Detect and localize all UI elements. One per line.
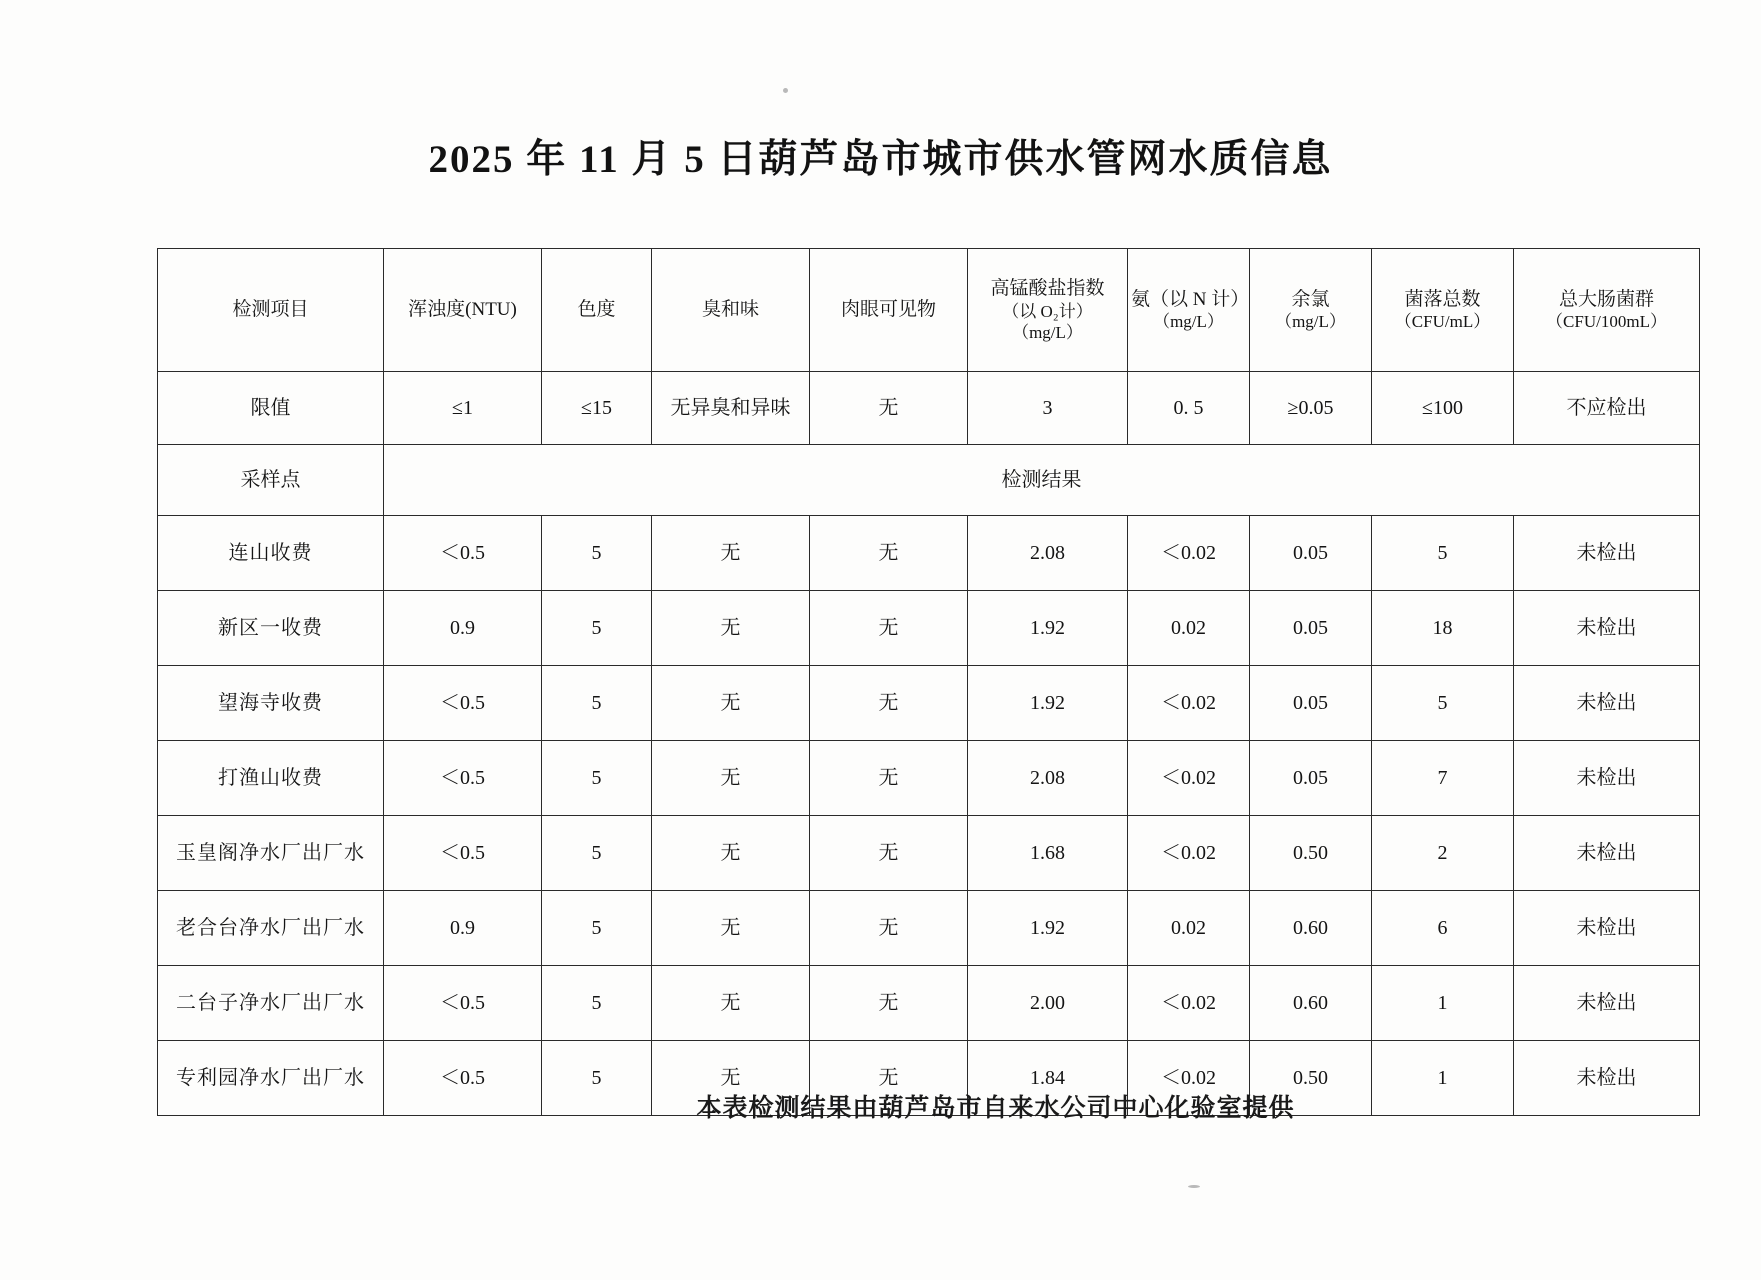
cell-odor: 无 (652, 516, 810, 591)
site-name: 打渔山收费 (158, 741, 384, 816)
site-name: 连山收费 (158, 516, 384, 591)
header-cell-coliform (1514, 249, 1700, 372)
header-cell-residual-chlorine-unit: （mg/L） (1275, 312, 1346, 332)
cell-turbidity: ＜0.5 (384, 1041, 542, 1116)
cell-visible-matter: 无 (810, 591, 968, 666)
site-name: 望海寺收费 (158, 666, 384, 741)
cell-turbidity: 0.9 (384, 891, 542, 966)
header-cell-item: 检测项目 (158, 249, 384, 372)
cell-odor: 无 (652, 816, 810, 891)
limit-ammonia: 0. 5 (1128, 372, 1250, 445)
cell-permanganate-index: 1.92 (968, 666, 1128, 741)
cell-bacteria-count: 1 (1372, 966, 1514, 1041)
sample-result-label: 检测结果 (384, 445, 1700, 516)
cell-bacteria-count: 2 (1372, 816, 1514, 891)
site-name: 专利园净水厂出厂水 (158, 1041, 384, 1116)
cell-chroma: 5 (542, 591, 652, 666)
cell-odor: 无 (652, 1041, 810, 1116)
water-quality-table-wrapper (157, 248, 1667, 1116)
header-cell-ammonia (1128, 249, 1250, 372)
cell-residual-chlorine: 0.50 (1250, 816, 1372, 891)
table-row (158, 741, 1700, 816)
cell-coliform: 未检出 (1514, 816, 1700, 891)
cell-visible-matter: 无 (810, 666, 968, 741)
cell-permanganate-index: 1.92 (968, 591, 1128, 666)
cell-chroma: 5 (542, 666, 652, 741)
header-cell-coliform-main: 总大肠菌群 (1558, 288, 1654, 310)
header-cell-coliform-unit: （CFU/100mL） (1546, 312, 1667, 332)
cell-coliform: 未检出 (1514, 891, 1700, 966)
cell-bacteria-count: 1 (1372, 1041, 1514, 1116)
cell-residual-chlorine: 0.05 (1250, 666, 1372, 741)
limit-permanganate-index: 3 (968, 372, 1128, 445)
cell-visible-matter: 无 (810, 741, 968, 816)
table-row (158, 591, 1700, 666)
site-name: 玉皇阁净水厂出厂水 (158, 816, 384, 891)
cell-odor: 无 (652, 891, 810, 966)
cell-bacteria-count: 5 (1372, 516, 1514, 591)
cell-visible-matter: 无 (810, 1041, 968, 1116)
site-name: 老合台净水厂出厂水 (158, 891, 384, 966)
cell-chroma: 5 (542, 816, 652, 891)
cell-coliform: 未检出 (1514, 591, 1700, 666)
limit-bacteria-count: ≤100 (1372, 372, 1514, 445)
cell-permanganate-index: 2.08 (968, 516, 1128, 591)
header-cell-residual-chlorine (1250, 249, 1372, 372)
cell-bacteria-count: 18 (1372, 591, 1514, 666)
scan-speck (783, 88, 788, 93)
cell-turbidity: ＜0.5 (384, 516, 542, 591)
cell-chroma: 5 (542, 966, 652, 1041)
cell-permanganate-index: 1.68 (968, 816, 1128, 891)
header-cell-permanganate-index-unit: （mg/L） (1012, 322, 1083, 342)
footnote: 本表检测结果由葫芦岛市自来水公司中心化验室提供 (696, 1095, 1295, 1122)
limit-visible-matter: 无 (810, 372, 968, 445)
cell-permanganate-index: 2.08 (968, 741, 1128, 816)
limit-residual-chlorine: ≥0.05 (1250, 372, 1372, 445)
header-cell-chroma: 色度 (542, 249, 652, 372)
cell-odor: 无 (652, 966, 810, 1041)
header-cell-visible-matter: 肉眼可见物 (810, 249, 968, 372)
cell-ammonia: ＜0.02 (1128, 666, 1250, 741)
cell-permanganate-index: 1.84 (968, 1041, 1128, 1116)
cell-residual-chlorine: 0.60 (1250, 966, 1372, 1041)
cell-ammonia: ＜0.02 (1128, 816, 1250, 891)
cell-chroma: 5 (542, 741, 652, 816)
limit-odor: 无异臭和异味 (652, 372, 810, 445)
cell-bacteria-count: 6 (1372, 891, 1514, 966)
limit-coliform: 不应检出 (1514, 372, 1700, 445)
limit-row-label: 限值 (158, 372, 384, 445)
cell-coliform: 未检出 (1514, 666, 1700, 741)
table-row (158, 891, 1700, 966)
cell-coliform: 未检出 (1514, 516, 1700, 591)
cell-bacteria-count: 5 (1372, 666, 1514, 741)
cell-coliform: 未检出 (1514, 966, 1700, 1041)
table-row-limits (158, 372, 1700, 445)
cell-ammonia: 0.02 (1128, 591, 1250, 666)
cell-ammonia: ＜0.02 (1128, 516, 1250, 591)
cell-ammonia: ＜0.02 (1128, 966, 1250, 1041)
cell-visible-matter: 无 (810, 516, 968, 591)
limit-turbidity: ≤1 (384, 372, 542, 445)
cell-odor: 无 (652, 666, 810, 741)
cell-turbidity: ＜0.5 (384, 966, 542, 1041)
cell-residual-chlorine: 0.05 (1250, 516, 1372, 591)
cell-visible-matter: 无 (810, 816, 968, 891)
cell-coliform: 未检出 (1514, 1041, 1700, 1116)
cell-visible-matter: 无 (810, 966, 968, 1041)
cell-ammonia: ＜0.02 (1128, 741, 1250, 816)
cell-turbidity: ＜0.5 (384, 666, 542, 741)
header-cell-ammonia-unit: （mg/L） (1153, 312, 1224, 332)
cell-turbidity: ＜0.5 (384, 816, 542, 891)
table-header-row (158, 249, 1700, 372)
cell-residual-chlorine: 0.05 (1250, 591, 1372, 666)
table-row-sample-points-header (158, 445, 1700, 516)
cell-bacteria-count: 7 (1372, 741, 1514, 816)
cell-ammonia: 0.02 (1128, 891, 1250, 966)
cell-chroma: 5 (542, 1041, 652, 1116)
site-name: 二台子净水厂出厂水 (158, 966, 384, 1041)
cell-residual-chlorine: 0.60 (1250, 891, 1372, 966)
cell-turbidity: 0.9 (384, 591, 542, 666)
header-cell-ammonia-main: 氨（以 N 计） (1131, 288, 1250, 310)
site-name: 新区一收费 (158, 591, 384, 666)
water-quality-table (157, 248, 1700, 1116)
cell-coliform: 未检出 (1514, 741, 1700, 816)
cell-residual-chlorine: 0.50 (1250, 1041, 1372, 1116)
header-cell-bacteria-count-unit: （CFU/mL） (1394, 312, 1491, 332)
page-title: 2025 年 11 月 5 日葫芦岛市城市供水管网水质信息 (428, 138, 1333, 181)
header-cell-permanganate-index (968, 249, 1128, 372)
cell-permanganate-index: 1.92 (968, 891, 1128, 966)
cell-residual-chlorine: 0.05 (1250, 741, 1372, 816)
cell-odor: 无 (652, 591, 810, 666)
cell-permanganate-index: 2.00 (968, 966, 1128, 1041)
header-cell-bacteria-count-main: 菌落总数 (1404, 288, 1481, 310)
table-row (158, 816, 1700, 891)
header-cell-residual-chlorine-main: 余氯 (1291, 288, 1330, 310)
table-row (158, 666, 1700, 741)
limit-chroma: ≤15 (542, 372, 652, 445)
scan-speck (1188, 1185, 1200, 1188)
cell-ammonia: ＜0.02 (1128, 1041, 1250, 1116)
header-cell-permanganate-index-main: 高锰酸盐指数 (990, 277, 1105, 299)
header-cell-bacteria-count (1372, 249, 1514, 372)
cell-chroma: 5 (542, 516, 652, 591)
header-cell-permanganate-index-sub: （以 O₂计） (1002, 301, 1093, 321)
header-cell-odor: 臭和味 (652, 249, 810, 372)
sample-point-label: 采样点 (158, 445, 384, 516)
table-row (158, 516, 1700, 591)
table-row (158, 966, 1700, 1041)
cell-turbidity: ＜0.5 (384, 741, 542, 816)
cell-chroma: 5 (542, 891, 652, 966)
header-cell-turbidity: 浑浊度(NTU) (384, 249, 542, 372)
cell-visible-matter: 无 (810, 891, 968, 966)
cell-odor: 无 (652, 741, 810, 816)
